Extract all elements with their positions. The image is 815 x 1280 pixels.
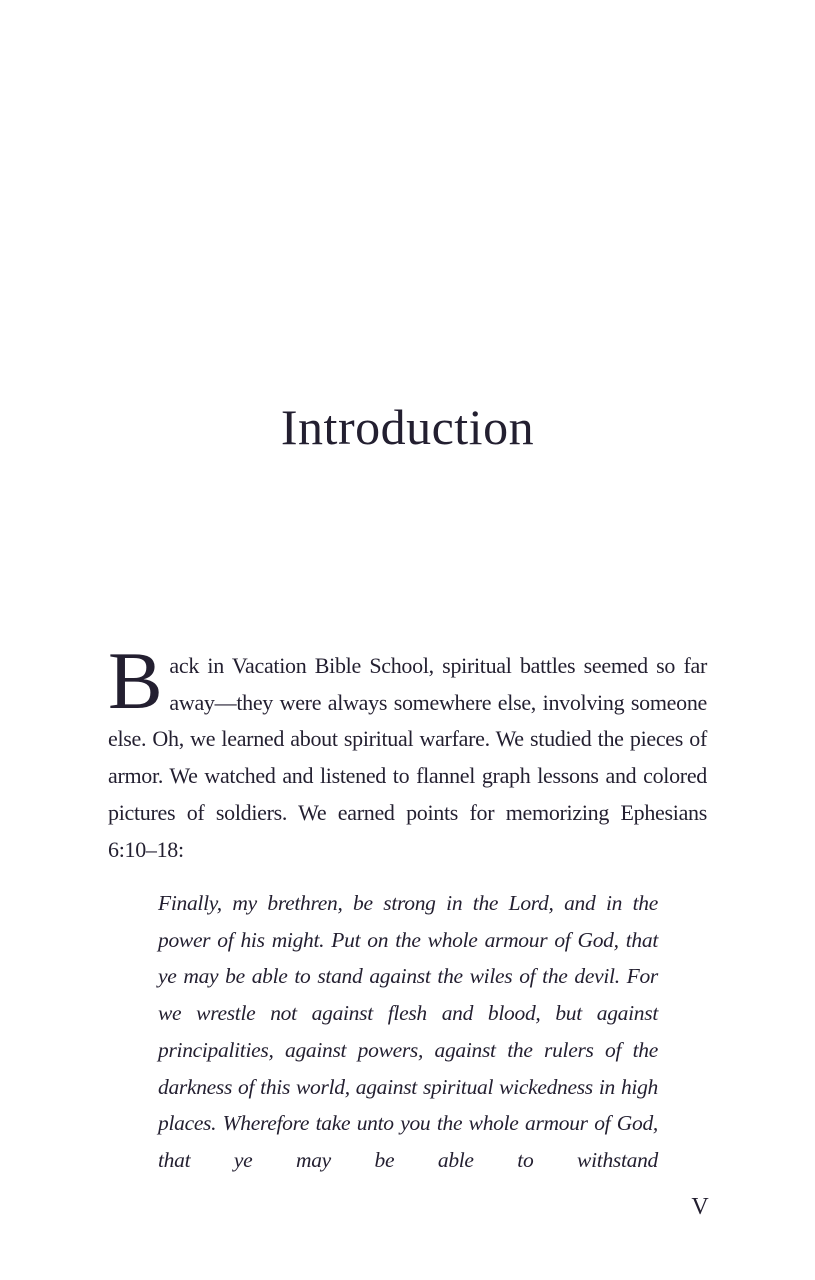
chapter-title: Introduction: [280, 399, 535, 455]
scripture-quote: Finally, my brethren, be strong in the Lord, and in the power of his might. Put on the whole armour of God, that ye may be able to stand against the wiles of the devil. For we wrestle not against flesh and blood, but against principalities, against powers, against the rulers of the darkness of this world, against spiritual wickedness in high places. Wherefore take unto you the whole armour of God, that ye may be able to withstand: [158, 891, 658, 1172]
intro-paragraph: [108, 635, 707, 868]
page-number: V: [691, 1194, 709, 1220]
drop-cap: B: [108, 635, 163, 726]
intro-paragraph-text: ack in Vacation Bible School, spiritual battles seemed so far away—they were always somewhere else, involving someone else. Oh, we learned about spiritual warfare. We studied the pieces of armor. We watched and listened to flannel graph lessons and colored pictures of soldiers. We earned points for memorizing Ephesians 6:10–18:: [108, 653, 707, 862]
